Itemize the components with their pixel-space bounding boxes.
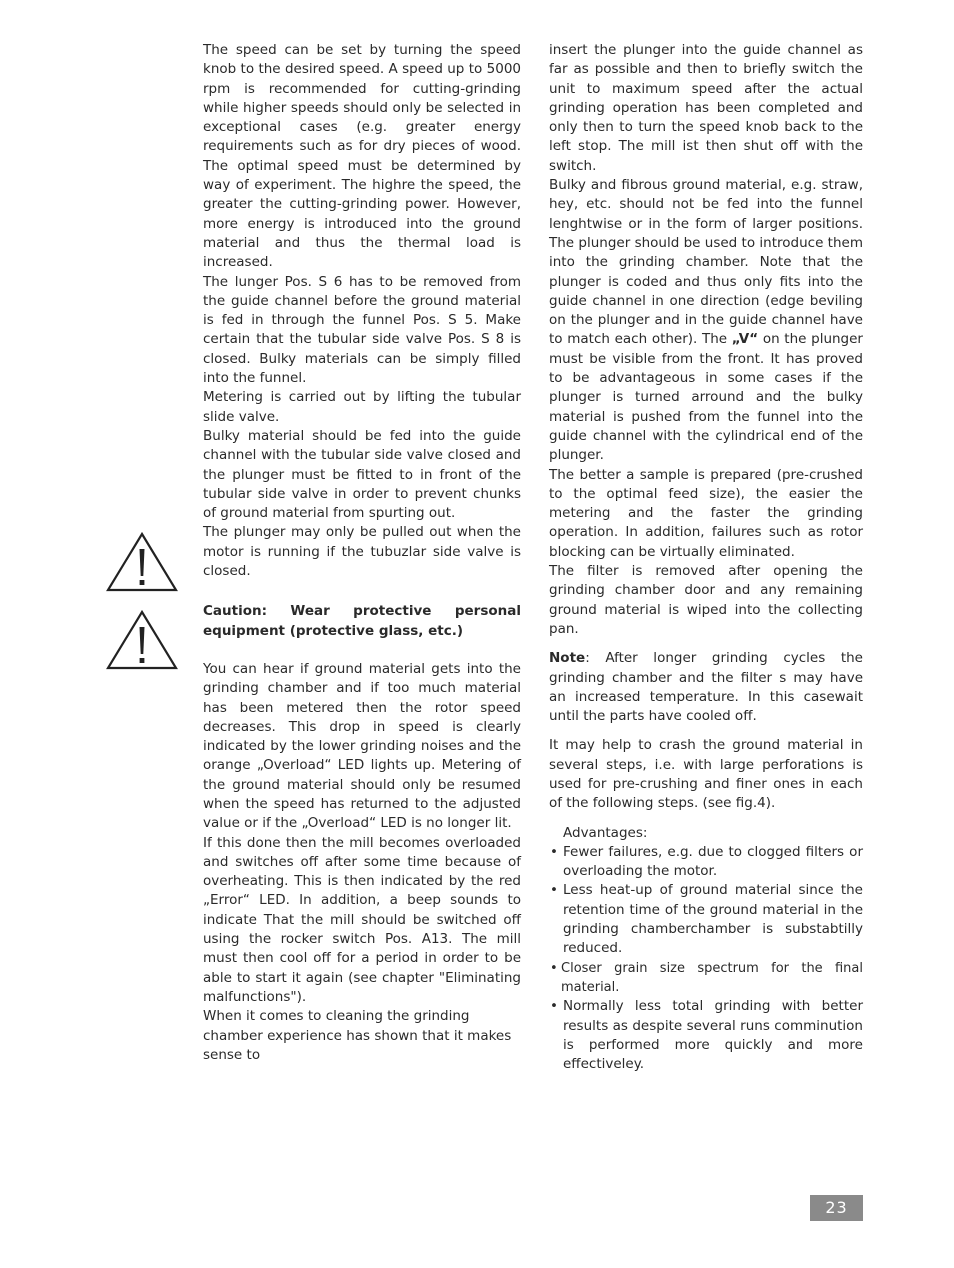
paragraph-filter: The filter is removed after opening the grinding chamber door and any remaining ground material is wiped into the collecting pan.	[549, 563, 863, 637]
warning-triangle-icon	[106, 609, 178, 671]
note-paragraph	[549, 649, 863, 726]
fibrous-text-b: on the plunger must be visible from the front. It has proved to be advantageous in some cases if the plunger is turned arround and the bulky material is pushed from the funnel into the guide channel with the cylindrical end of the plunger.	[549, 331, 863, 464]
advantages-heading: Advantages:	[563, 824, 648, 841]
paragraph-plunger-pull: The plunger may only be pulled out when the motor is running if the tubuzlar side valve is closed.	[203, 524, 521, 580]
left-column	[203, 41, 521, 1065]
paragraph-plunger-removal: The lunger Pos. S 6 has to be removed from the guide channel before the ground material is fed in through the funnel Pos. S 5. Make certain that the tubular side valve Pos. S 8 is closed. Bulky materials can be simply filled into the funnel.	[203, 273, 521, 387]
paragraph-fibrous-material	[549, 176, 863, 465]
page-number: 23	[810, 1195, 863, 1221]
warning-triangle-icon	[106, 531, 178, 593]
right-column	[549, 41, 863, 1074]
paragraph-overload: You can hear if ground material gets into the grinding chamber and if too much material has been metered then the rotor speed decreases. This drop in speed is clearly indicated by the lower grinding noises and the orange „Overload“ LED lights up. Metering of the ground material should only be resumed when the speed has returned to the adjusted value or if the „Overload“ LED is no longer lit.	[203, 660, 521, 832]
paragraph-bulky-material: Bulky material should be fed into the guide channel with the tubular side valve closed and the plunger must be fitted to in front of the tubular side valve in order to prevent chunks of ground material from spurting out.	[203, 427, 521, 522]
advantages-list	[549, 843, 863, 1075]
paragraph-plunger-insert: insert the plunger into the guide channel as far as possible and then to briefly switch the unit to maximum speed after the actual grinding operation has been completed and only then to turn the speed knob back to the left stop. The mill ist then shut off with the switch.	[549, 42, 863, 174]
paragraph-speed-setting: The speed can be set by turning the speed knob to the desired speed. A speed up to 5000 rpm is recommended for cutting-grinding while higher speeds should only be selected in exceptional cases (e.g. greater energy requirements such as for dry pieces of wood. The optimal speed must be determined by way of experiment. The highre the speed, the greater the cutting-grinding power. However, more energy is introduced into the ground material and thus the thermal load is increased.	[203, 42, 521, 271]
caution-heading: Caution: Wear protective personal equipment (protective glass, etc.)	[203, 603, 521, 639]
note-text: : After longer grinding cycles the grinding chamber and the filter s may have an increased temperature. In this casewait until the parts have cooled off.	[549, 650, 863, 725]
list-item: • Closer grain size spectrum for the final material.	[550, 960, 863, 995]
paragraph-sample-prep: The better a sample is prepared (pre-crushed to the optimal feed size), the easier the metering and the faster the grinding operation. In addition, failures such as rotor blocking can be virtually eliminated.	[549, 466, 863, 560]
paragraph-metering: Metering is carried out by lifting the tubular slide valve.	[203, 389, 521, 425]
fibrous-text-a: Bulky and fibrous ground material, e.g. straw, hey, etc. should not be fed into the funnel lenghtwise or in the form of larger positions. The plunger should be used to introduce them into the grinding chamber. Note that the plunger is coded and thus only fits into the guide channel in one direction (edge beviling on the plunger and in the guide channel have to match each other). The	[549, 177, 863, 348]
list-item: • Fewer failures, e.g. due to clogged filters or overloading the motor.	[550, 843, 863, 880]
paragraph-multi-step: It may help to crash the ground material in several steps, i.e. with large perforations is used for pre-crushing and finer ones in each of the following steps. (see fig.4).	[549, 737, 863, 812]
v-marking: „V“	[731, 331, 759, 348]
list-item: • Normally less total grinding with better results as despite several runs comminution is performed more quickly and more effectiveley.	[550, 998, 863, 1073]
note-label: Note	[549, 650, 586, 667]
paragraph-cleaning: When it comes to cleaning the grinding chamber experience has shown that it makes sense to	[203, 1008, 512, 1063]
paragraph-error: If this done then the mill becomes overloaded and switches off after some time because of overheating. This is then indicated by the red „Error“ LED. In addition, a beep sounds to indicate That the mill should be switched off using the rocker switch Pos. A13. The mill must then cool off for a period in order to be able to start it again (see chapter "Eliminating malfunctions").	[203, 834, 521, 1005]
list-item: • Less heat-up of ground material since the retention time of the ground material in the grinding chamberchamber is substabtilly reduced.	[550, 882, 863, 957]
